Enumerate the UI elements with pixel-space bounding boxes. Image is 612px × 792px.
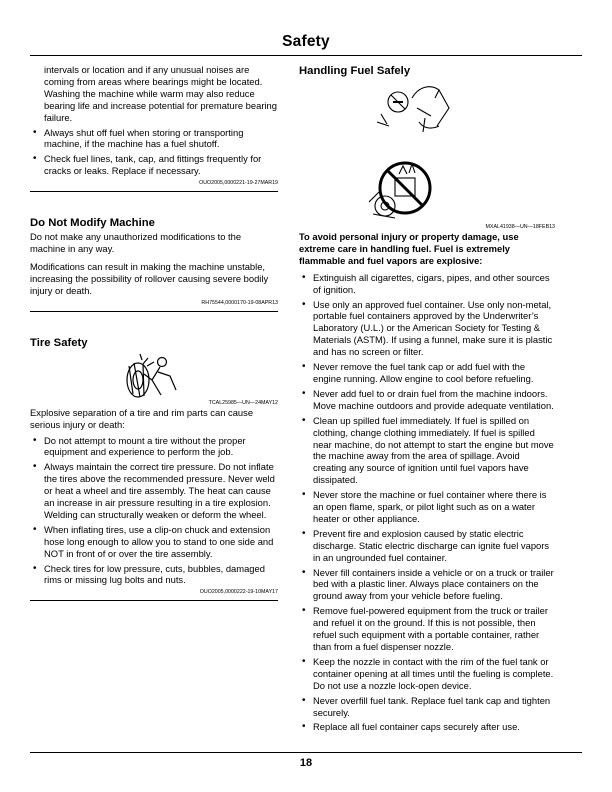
page-number: 18 — [299, 757, 313, 769]
list-item: • Check tires for low pressure, cuts, bubbles, damaged rims or missing lug bolts and nuts. — [30, 563, 278, 587]
continued-paragraph: intervals or location and if any unusual noises are coming from areas where bearings might be located. Washing the machine while warm may also reduce bearing life and increase potential for premature bearing failure. — [44, 64, 277, 123]
left-column — [30, 64, 278, 601]
modify-paragraph-2: Modifications can result in making the machine unstable, increasing the possibility of rollover causing severe bodily injury or death. — [30, 260, 269, 296]
list-item: • Extinguish all cigarettes, cigars, pipes, and other sources of ignition. — [299, 272, 555, 296]
title-divider — [30, 55, 582, 56]
list-item: • Replace all fuel container caps securely after use. — [299, 721, 555, 733]
list-item: • Clean up spilled fuel immediately. If fuel is spilled on clothing, change clothing immediately. If fuel is spilled near machine, do not attempt to start the engine but move the machine away from the area of spillage. Avoid creating any source of ignition until fuel vapors have dissipated. — [299, 415, 555, 486]
modify-paragraph-1: Do not make any unauthorized modifications to the machine in any way. — [30, 231, 242, 255]
tire-intro: Explosive separation of a tire and rim parts can cause serious injury or death: — [30, 406, 254, 430]
list-item: • Always maintain the correct tire pressure. Do not inflate the tires above the recommended pressure. Never weld or heat a wheel and tire assembly. The heat can cause an increase in air pressure resulting in a tire explosion. Welding can structurally weaken or deform the wheel. — [30, 461, 278, 521]
fuel-hazard-illustration — [299, 78, 555, 224]
tire-explosion-illustration — [30, 350, 278, 400]
fuel-bullet-list — [299, 272, 555, 734]
list-item: • Remove fuel-powered equipment from the truck or trailer and refuel it on the ground. If this is not possible, then refuel such equipment with a portable container, rather than from a fuel dispenser nozzle. — [299, 605, 555, 653]
section-heading-modify: Do Not Modify Machine — [30, 217, 155, 230]
list-item: • Do not attempt to mount a tire without the proper equipment and experience to perform the job. — [30, 435, 278, 459]
list-item: • Never add fuel to or drain fuel from the machine indoors. Move machine outdoors and provide adequate ventilation. — [299, 388, 555, 412]
section-divider — [30, 600, 278, 601]
list-item: • Never fill containers inside a vehicle or on a truck or trailer bed with a plastic liner. Always place containers on the ground away from your vehicle before fueling. — [299, 567, 555, 603]
figure-code: TCAL25985—UN—24MAY12 — [208, 399, 278, 406]
list-item: • Never store the machine or fuel container where there is an open flame, spark, or pilot light such as on a water heater or other appliance. — [299, 489, 555, 525]
reference-code: RH75544,0000170-19-08APR13 — [201, 299, 278, 306]
section-heading-fuel: Handling Fuel Safely — [299, 65, 411, 77]
page-title: Safety — [282, 33, 330, 50]
list-item: • Never overfill fuel tank. Replace fuel tank cap and tighten securely. — [299, 695, 555, 719]
fuel-intro: To avoid personal injury or property damage, use extreme care in handling fuel. Fuel is extremely flammable and fuel vapors are explosive: — [299, 231, 519, 266]
list-item: • Never remove the fuel tank cap or add fuel with the engine running. Allow engine to cool before refueling. — [299, 361, 555, 385]
footer-divider — [30, 752, 582, 753]
list-item: • Prevent fire and explosion caused by static electric discharge. Static electric discharge can ignite fuel vapors in an ungrounded fuel container. — [299, 528, 555, 564]
reference-code: OUO2005,0000221-19-27MAR19 — [199, 180, 278, 187]
list-item: • When inflating tires, use a clip-on chuck and extension hose long enough to allow you to stand to one side and NOT in front of or over the tire assembly. — [30, 524, 278, 560]
section-heading-tire: Tire Safety — [30, 336, 88, 349]
figure-code: MXAL41938—UN—18FEB13 — [485, 224, 555, 230]
continued-bullet-list — [30, 127, 278, 178]
list-item: • Use only an approved fuel container. Use only non-metal, portable fuel containers approved by the Underwriter’s Laboratory (U.L.) or the American Society for Testing & Materials (ASTM). If using a funnel, make sure it is plastic and has no screen or filter. — [299, 299, 555, 359]
tire-bullet-list — [30, 435, 278, 587]
list-item: • Always shut off fuel when storing or transporting machine, if the machine has a fuel shutoff. — [30, 127, 278, 151]
right-column — [299, 64, 555, 736]
list-item: • Check fuel lines, tank, cap, and fittings frequently for cracks or leaks. Replace if necessary. — [30, 153, 278, 177]
reference-code: OUO2005,0000222-19-10MAY17 — [199, 589, 278, 596]
list-item: • Keep the nozzle in contact with the rim of the fuel tank or container opening at all times until the fueling is complete. Do not use a nozzle lock-open device. — [299, 656, 555, 692]
